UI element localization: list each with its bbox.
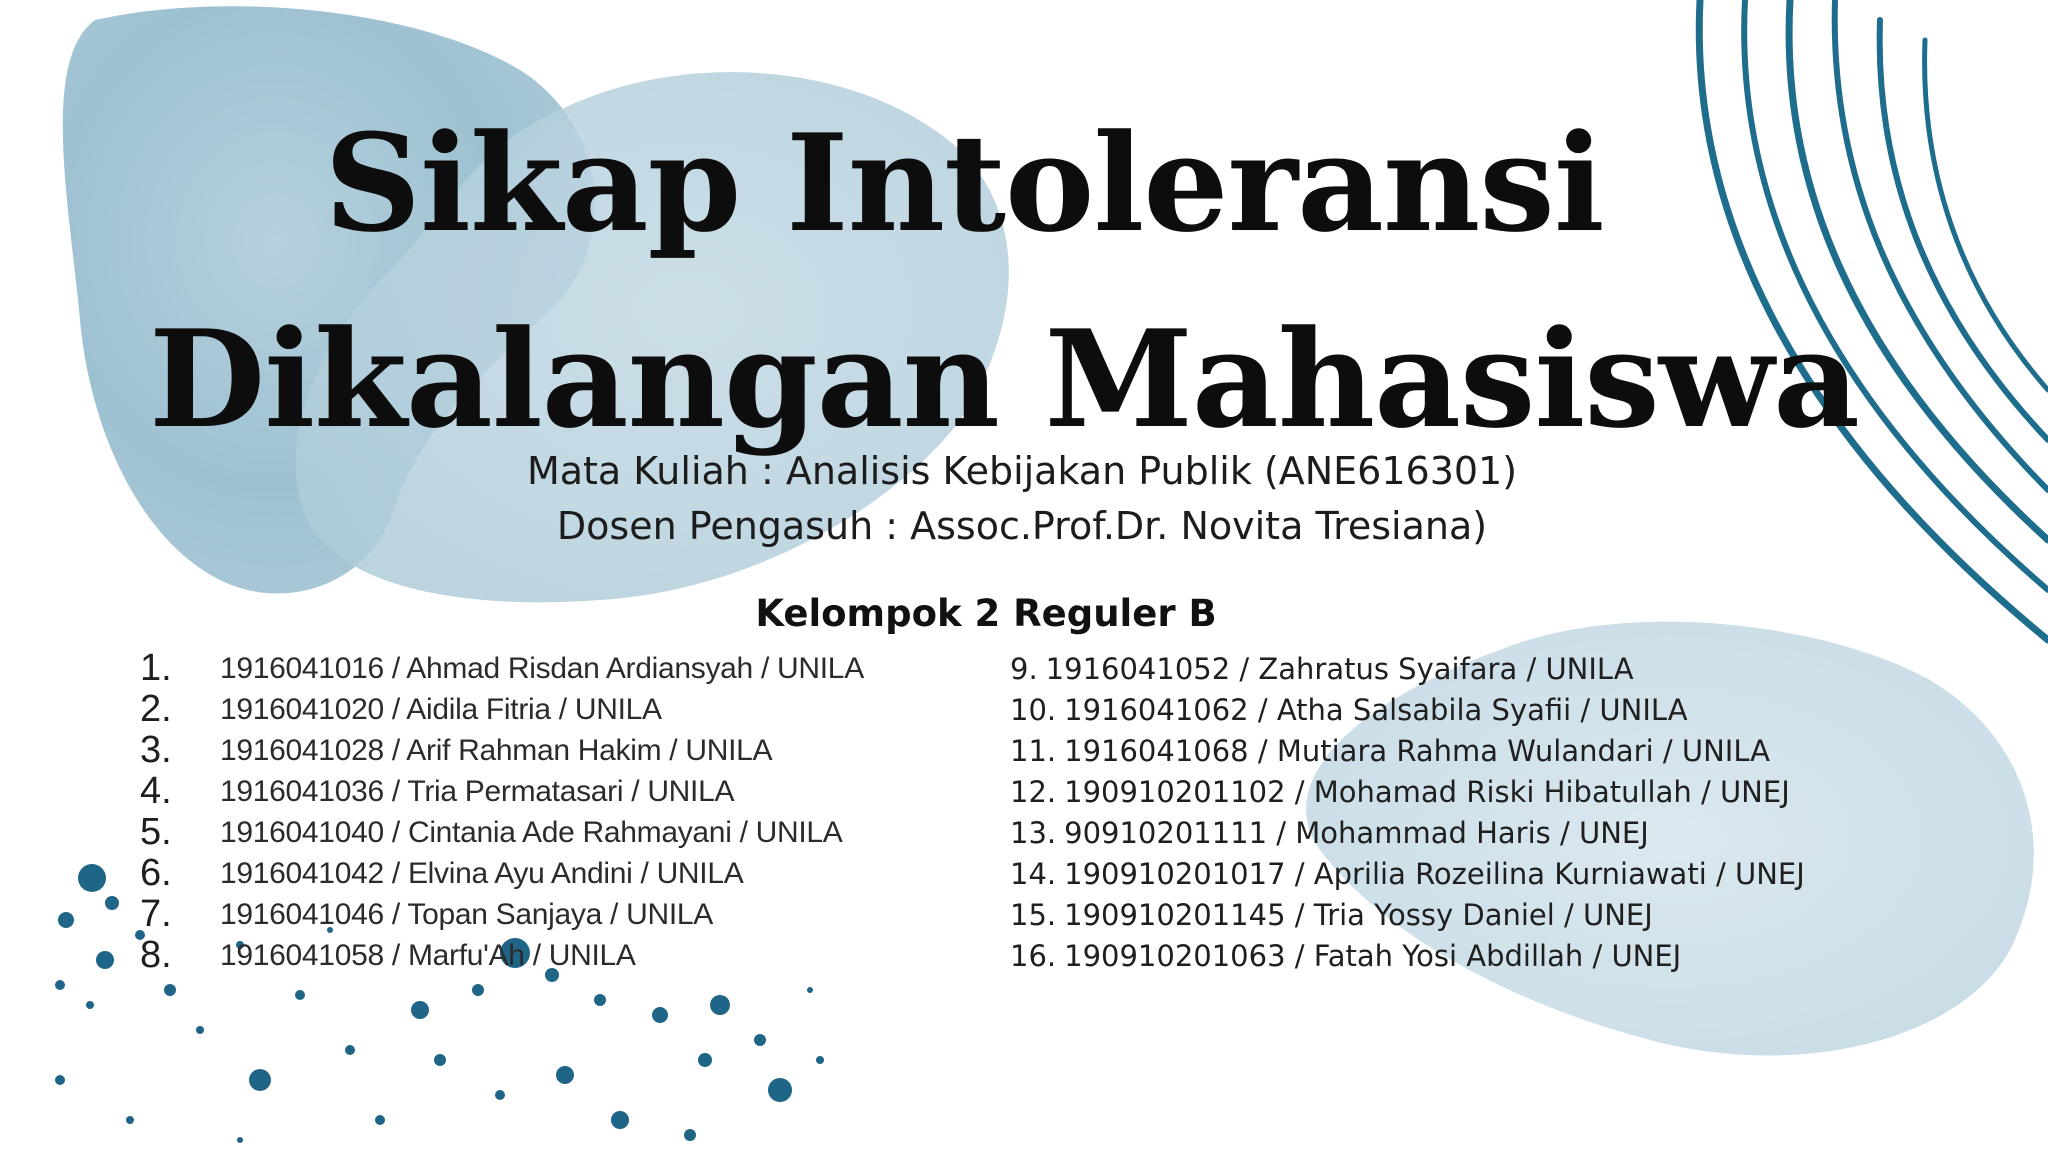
item-number: 5.	[140, 811, 172, 853]
list-item	[140, 935, 864, 976]
member-entry: 190910201017 / Aprilia Rozeilina Kurniawati / UNEJ	[1064, 856, 1805, 891]
group-heading: Kelompok 2 Reguler B	[755, 592, 1217, 635]
list-item	[1010, 935, 1805, 976]
title-line-2: Dikalangan Mahasiswa	[149, 300, 1859, 458]
list-item	[1010, 812, 1805, 853]
list-item	[140, 648, 864, 689]
item-number: 13.	[1010, 815, 1057, 850]
member-entry: 190910201102 / Mohamad Riski Hibatullah / UNEJ	[1064, 774, 1790, 809]
member-entry: 1916041040 / Cintania Ade Rahmayani / UNILA	[220, 815, 843, 849]
member-entry: 1916041042 / Elvina Ayu Andini / UNILA	[220, 856, 744, 890]
member-entry: 1916041028 / Arif Rahman Hakim / UNILA	[220, 733, 773, 767]
list-item	[1010, 771, 1805, 812]
item-number: 9.	[1010, 651, 1038, 686]
title-line-1: Sikap Intoleransi	[324, 104, 1604, 262]
member-list-left	[140, 648, 864, 976]
course-info: Mata Kuliah : Analisis Kebijakan Publik (ANE616301)	[526, 449, 1518, 493]
list-item	[140, 771, 864, 812]
member-entry: 190910201063 / Fatah Yosi Abdillah / UNEJ	[1064, 938, 1682, 973]
member-entry: 1916041052 / Zahratus Syaifara / UNILA	[1045, 651, 1634, 686]
list-item	[140, 853, 864, 894]
item-number: 3.	[140, 729, 172, 771]
item-number: 1.	[140, 647, 172, 689]
list-item	[1010, 853, 1805, 894]
list-item	[140, 894, 864, 935]
member-entry: 1916041062 / Atha Salsabila Syafii / UNILA	[1064, 692, 1688, 727]
member-entry: 90910201111 / Mohammad Haris / UNEJ	[1064, 815, 1649, 850]
list-item	[140, 730, 864, 771]
item-number: 15.	[1010, 897, 1057, 932]
list-item	[1010, 894, 1805, 935]
item-number: 16.	[1010, 938, 1057, 973]
member-entry: 1916041016 / Ahmad Risdan Ardiansyah / UNILA	[220, 651, 864, 685]
list-item	[1010, 689, 1805, 730]
item-number: 10.	[1010, 692, 1057, 727]
item-number: 8.	[140, 934, 172, 976]
member-entry: 1916041058 / Marfu'Ah / UNILA	[220, 938, 636, 972]
item-number: 6.	[140, 852, 172, 894]
list-item	[1010, 730, 1805, 771]
member-entry: 1916041036 / Tria Permatasari / UNILA	[220, 774, 735, 808]
item-number: 4.	[140, 770, 172, 812]
item-number: 11.	[1010, 733, 1057, 768]
member-entry: 190910201145 / Tria Yossy Daniel / UNEJ	[1064, 897, 1653, 932]
member-entry: 1916041020 / Aidila Fitria / UNILA	[220, 692, 662, 726]
list-item	[140, 689, 864, 730]
member-entry: 1916041046 / Topan Sanjaya / UNILA	[220, 897, 713, 931]
item-number: 14.	[1010, 856, 1057, 891]
lecturer-info: Dosen Pengasuh : Assoc.Prof.Dr. Novita Tresiana)	[556, 504, 1488, 548]
item-number: 7.	[140, 893, 172, 935]
item-number: 12.	[1010, 774, 1057, 809]
item-number: 2.	[140, 688, 172, 730]
list-item	[1010, 648, 1805, 689]
member-list-right	[1010, 648, 1805, 976]
list-item	[140, 812, 864, 853]
member-entry: 1916041068 / Mutiara Rahma Wulandari / UNILA	[1064, 733, 1770, 768]
